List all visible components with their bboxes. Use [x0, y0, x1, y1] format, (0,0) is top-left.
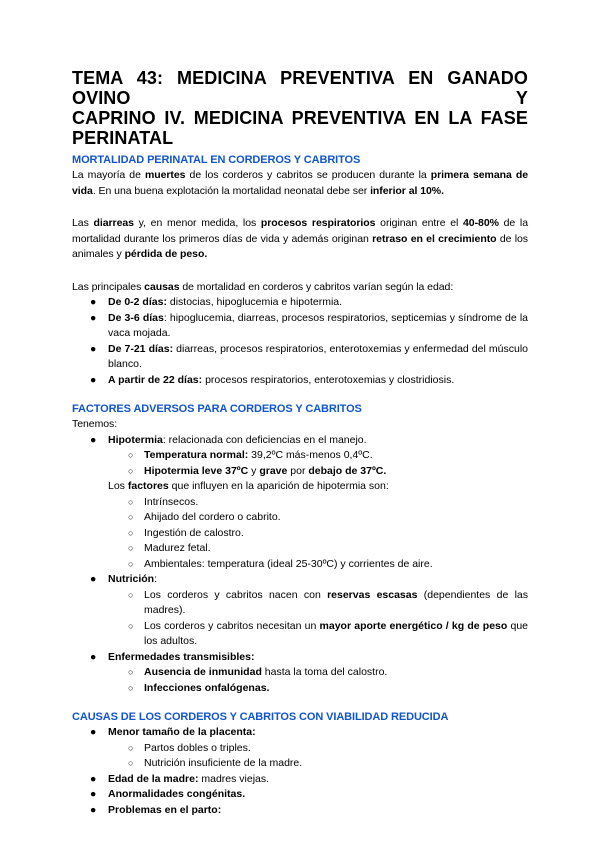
title-line-2: CAPRINO IV. MEDICINA PREVENTIVA EN LA FASE	[72, 108, 528, 128]
list-item-placenta: ● Menor tamaño de la placenta:	[72, 725, 528, 741]
sub-bullet-icon: ○	[128, 512, 134, 522]
list-item: ● De 7-21 días: diarreas, procesos respiratorios, enterotoxemias y enfermedad del músculo blanco.	[90, 342, 528, 370]
bullet-icon: ●	[90, 573, 97, 585]
paragraph: Las diarreas y, en menor medida, los procesos respiratorios originan entre el 40-80% de la mortalidad durante los primeros días de vida y además originan retraso en el crecimiento de los animales y pérdida de peso.	[72, 217, 528, 260]
sub-bullet-icon: ○	[128, 758, 134, 768]
paragraph: Las principales causas de mortalidad en corderos y cabritos varían según la edad:	[72, 280, 454, 293]
list-item: ● De 0-2 días: distocias, hipoglucemia e hipotermia.	[72, 295, 528, 311]
bullet-icon: ●	[90, 803, 97, 816]
title-line-1: TEMA 43: MEDICINA PREVENTIVA EN GANADO OVINO Y	[72, 68, 528, 108]
factores-intro: Los factores que influyen en la aparición de hipotermia son:	[108, 480, 389, 492]
sub-bullet-icon: ○	[128, 450, 134, 460]
list-item-enfermedades: ● Enfermedades transmisibles:	[72, 650, 528, 666]
bullet-icon: ●	[90, 726, 97, 738]
list-item-nutricion: ● Nutrición:	[72, 572, 528, 588]
causes-list	[72, 295, 528, 388]
sub-bullet-icon: ○	[128, 465, 134, 476]
sub-bullet-icon: ○	[128, 682, 134, 693]
factores-list	[72, 495, 528, 697]
sub-list-item: ○ Infecciones onfalógenas.	[72, 681, 528, 697]
section-heading-mortalidad: MORTALIDAD PERINATAL EN CORDEROS Y CABRITOS	[72, 154, 361, 166]
sub-bullet-icon: ○	[128, 742, 134, 753]
sub-list-item: ○ Partos dobles o triples.	[72, 741, 528, 757]
section-heading-causas: CAUSAS DE LOS CORDEROS Y CABRITOS CON VIABILIDAD REDUCIDA	[72, 711, 449, 723]
bullet-icon: ●	[90, 433, 97, 446]
bullet-icon: ●	[90, 788, 97, 800]
sub-list-item: ○ Ambientales: temperatura (ideal 25-30ºC) y corrientes de aire.	[72, 557, 528, 573]
sub-list-item: ○ Madurez fetal.	[72, 541, 528, 557]
list-item-hipotermia: ● Hipotermia: relacionada con deficiencias en el manejo.	[72, 433, 528, 449]
list-item-problemas: ● Problemas en el parto:	[72, 803, 528, 819]
paragraph: Tenemos:	[72, 418, 118, 430]
sub-bullet-icon: ○	[128, 527, 134, 538]
sub-bullet-icon: ○	[128, 543, 134, 553]
list-item: ● A partir de 22 días: procesos respiratorios, enterotoxemias y clostridiosis.	[72, 373, 528, 389]
title-line-3: PERINATAL	[72, 128, 174, 148]
sub-list-item: ○ Los corderos y cabritos nacen con reservas escasas (dependientes de las madres).	[128, 588, 528, 616]
bullet-icon: ●	[90, 772, 97, 785]
sub-bullet-icon: ○	[128, 589, 134, 600]
list-item-edad: ● Edad de la madre: madres viejas.	[72, 772, 528, 788]
document-content	[72, 68, 528, 818]
sub-bullet-icon: ○	[128, 496, 134, 507]
viability-list	[72, 725, 528, 818]
section-heading-factores: FACTORES ADVERSOS PARA CORDEROS Y CABRITOS	[72, 403, 362, 415]
bullet-icon: ●	[90, 373, 97, 386]
list-item-anormalidades: ● Anormalidades congénitas.	[72, 787, 528, 803]
sub-list-item: ○ Ahijado del cordero o cabrito.	[72, 510, 528, 526]
sub-list-item: ○ Ausencia de inmunidad hasta la toma del calostro.	[72, 665, 528, 681]
sub-list-item: ○ Temperatura normal: 39,2ºC más-menos 0,4ºC.	[72, 448, 528, 464]
sub-list-item: ○ Los corderos y cabritos necesitan un mayor aporte energético / kg de peso que los adultos.	[128, 619, 529, 647]
sub-bullet-icon: ○	[128, 558, 134, 569]
list-item: ● De 3-6 días: hipoglucemia, diarreas, procesos respiratorios, septicemias y síndrome de la vaca mojada.	[90, 311, 528, 339]
bullet-icon: ●	[90, 342, 97, 355]
sub-list-item: ○ Hipotermia leve 37ºC y grave por debajo de 37ºC.	[72, 464, 528, 480]
sub-list-item: ○ Nutrición insuficiente de la madre.	[72, 756, 528, 772]
paragraph: La mayoría de muertes de los corderos y cabritos se producen durante la primera semana de vida. En una buena explotación la mortalidad neonatal debe ser inferior al 10%.	[72, 169, 529, 197]
bullet-icon: ●	[90, 311, 97, 324]
sub-bullet-icon: ○	[128, 620, 134, 631]
sub-list-item: ○ Intrínsecos.	[72, 495, 528, 511]
factors-list	[72, 433, 528, 480]
sub-list-item: ○ Ingestión de calostro.	[72, 526, 528, 542]
page-title	[72, 68, 528, 148]
bullet-icon: ●	[90, 296, 97, 308]
bullet-icon: ●	[90, 650, 97, 663]
sub-bullet-icon: ○	[128, 667, 134, 677]
